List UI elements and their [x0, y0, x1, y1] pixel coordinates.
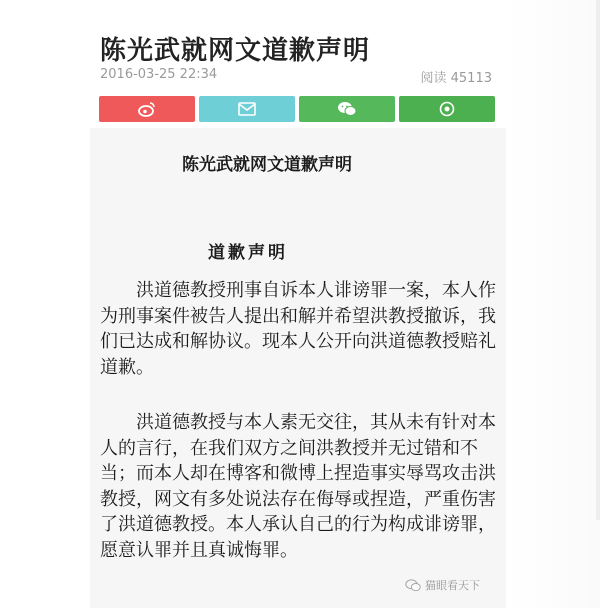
frame-edge [506, 0, 600, 608]
share-email-button[interactable] [199, 96, 295, 122]
share-moments-button[interactable] [399, 96, 495, 122]
read-count: 阅读 45113 [420, 71, 492, 86]
weibo-icon [138, 101, 156, 117]
wechat-icon [337, 101, 357, 117]
moments-icon [439, 101, 455, 117]
email-icon [238, 102, 256, 116]
share-wechat-button[interactable] [299, 96, 395, 122]
watermark [405, 577, 480, 593]
document-heading: 道歉声明 [208, 243, 288, 263]
article-title: 陈光武就网文道歉声明 [100, 36, 371, 66]
publish-date: 2016-03-25 22:34 [100, 67, 218, 82]
watermark-text: 猫眼看天下 [425, 579, 480, 592]
share-weibo-button[interactable] [99, 96, 195, 122]
paragraph-1: 洪道德教授刑事自诉本人诽谤罪一案，本人作为刑事案件被告人提出和解并希望洪教授撤诉，我们已达成和解协议。现本人公开向洪道德教授赔礼道歉。 [100, 280, 496, 378]
frame-line [596, 0, 600, 520]
paragraph-2: 洪道德教授与本人素无交往，其从未有针对本人的言行，在我们双方之间洪教授并无过错和不当；而本人却在博客和微博上捏造事实辱骂攻击洪教授，网文有多处说法存在侮辱或捏造，严重伤害了洪道德教授。本人承认自己的行为构成诽谤罪，愿意认罪并且真诚悔罪。 [100, 412, 496, 561]
document-title: 陈光武就网文道歉声明 [182, 155, 352, 175]
share-bar [99, 96, 495, 122]
wechat-watermark-icon [405, 579, 421, 592]
